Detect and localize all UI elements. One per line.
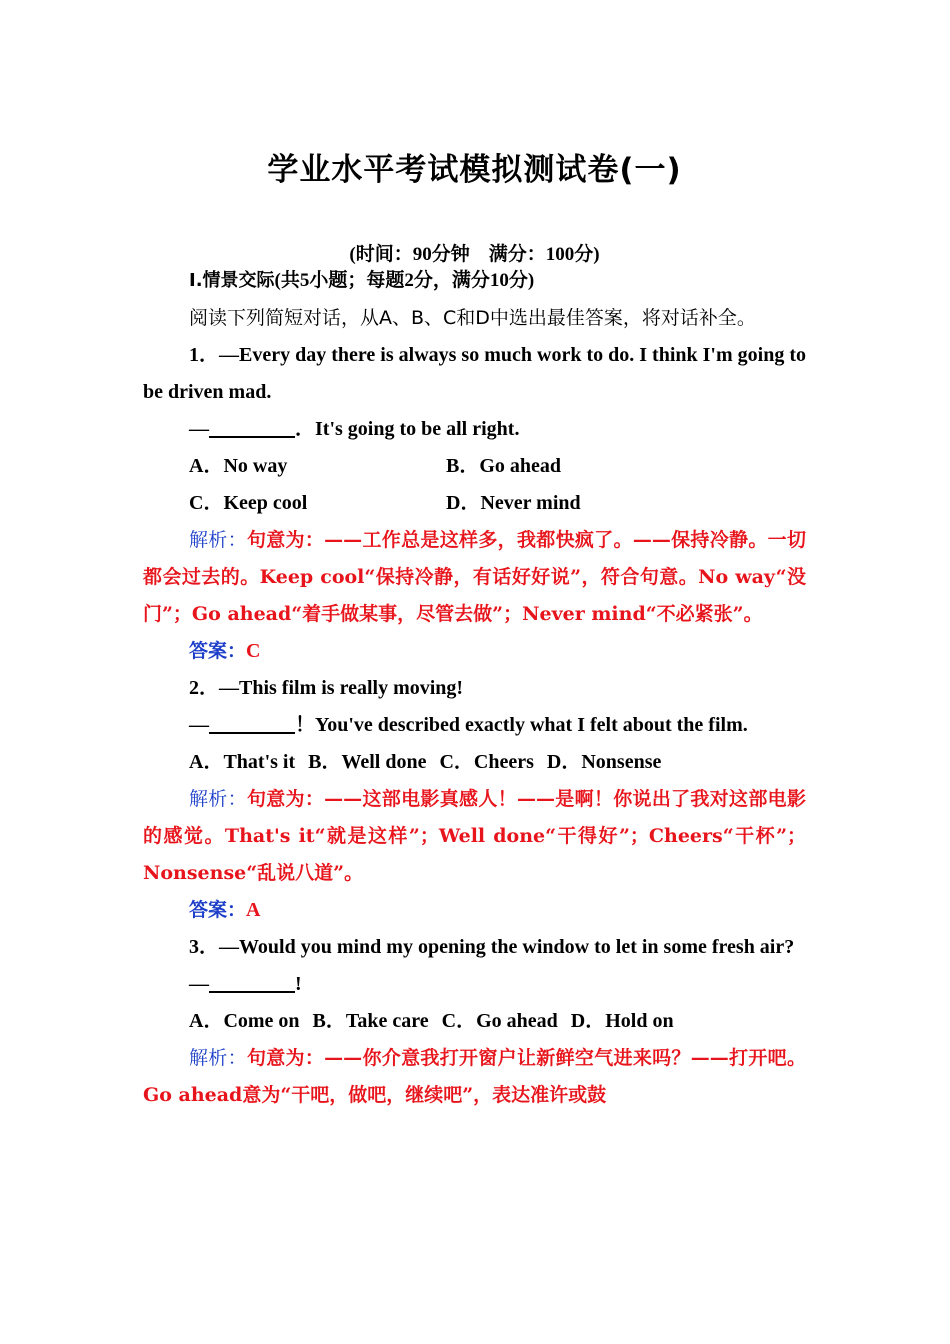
reply-prefix: — — [189, 714, 209, 736]
reply-suffix: ．It's going to be all right. — [295, 418, 520, 440]
analysis-label: 解析： — [189, 788, 247, 810]
answer-label: 答案： — [189, 640, 247, 662]
analysis — [143, 781, 806, 892]
reply-suffix: ! — [295, 973, 302, 995]
option-b: B．Go ahead — [446, 455, 562, 477]
question-prompt: 3．—Would you mind my opening the window to let in some fresh air? — [189, 936, 795, 958]
exam-time-score: (时间：90分钟 满分：100分) — [349, 244, 600, 265]
answer-label: 答案： — [189, 899, 247, 921]
question-3 — [143, 929, 806, 1114]
option-b: B．Take care — [312, 1010, 429, 1032]
option-a: A．No way — [189, 455, 288, 477]
reply-prefix: — — [189, 418, 209, 440]
question-prompt: 1．—Every day there is always so much work to do. I think I'm going to be driven mad. — [143, 344, 806, 403]
question-reply — [143, 411, 806, 448]
question-reply — [143, 707, 806, 744]
exam-body — [143, 300, 806, 1114]
question-1 — [143, 337, 806, 670]
options-row — [143, 1003, 806, 1040]
option-c: C．Go ahead — [441, 1010, 558, 1032]
page-title: 学业水平考试模拟测试卷(一) — [267, 152, 682, 188]
answer-value: C — [246, 640, 261, 662]
answer-blank — [209, 712, 295, 734]
section-heading — [189, 268, 534, 294]
options-row-1 — [143, 448, 806, 485]
option-d: D．Hold on — [570, 1010, 674, 1032]
question-2 — [143, 670, 806, 929]
options-row-2 — [143, 485, 806, 522]
analysis-label: 解析： — [189, 1047, 247, 1069]
section-name: 情景交际 — [202, 270, 275, 291]
analysis-text: 句意为：——工作总是这样多，我都快疯了。——保持冷静。一切都会过去的。Keep cool“保持冷静，有话好好说”，符合句意。No way“没门”；Go ahead“着手做某事，尽管去做”；Never mind“不必紧张”。 — [143, 529, 806, 625]
option-d: D．Nonsense — [546, 751, 662, 773]
analysis-text: 句意为：——这部电影真感人！——是啊！你说出了我对这部电影的感觉。That's it“就是这样”；Well done“干得好”；Cheers“干杯”；Nonsense“乱说八道”。 — [143, 788, 806, 884]
answer-blank — [209, 416, 295, 438]
reply-suffix: ！You've described exactly what I felt about the film. — [295, 714, 748, 736]
analysis — [143, 1040, 806, 1114]
question-reply — [143, 966, 806, 1003]
reply-prefix: — — [189, 973, 209, 995]
option-c: C．Keep cool — [189, 492, 308, 514]
instruction-text: 阅读下列简短对话，从A、B、C和D中选出最佳答案，将对话补全。 — [189, 307, 756, 329]
option-c: C．Cheers — [439, 751, 534, 773]
analysis-text: 句意为：——你介意我打开窗户让新鲜空气进来吗？——打开吧。Go ahead意为“干吧，做吧，继续吧”，表达准许或鼓 — [143, 1047, 806, 1106]
options-row — [143, 744, 806, 781]
option-d: D．Never mind — [446, 492, 581, 514]
option-a: A．Come on — [189, 1010, 300, 1032]
question-prompt: 2．—This film is really moving! — [189, 677, 464, 699]
answer — [143, 633, 806, 670]
option-b: B．Well done — [308, 751, 427, 773]
section-number: Ⅰ. — [189, 270, 203, 291]
answer — [143, 892, 806, 929]
section-info: (共5小题；每题2分，满分10分) — [274, 270, 535, 291]
analysis-label: 解析： — [189, 529, 247, 551]
option-a: A．That's it — [189, 751, 296, 773]
analysis — [143, 522, 806, 633]
answer-value: A — [246, 899, 261, 921]
answer-blank — [209, 971, 295, 993]
